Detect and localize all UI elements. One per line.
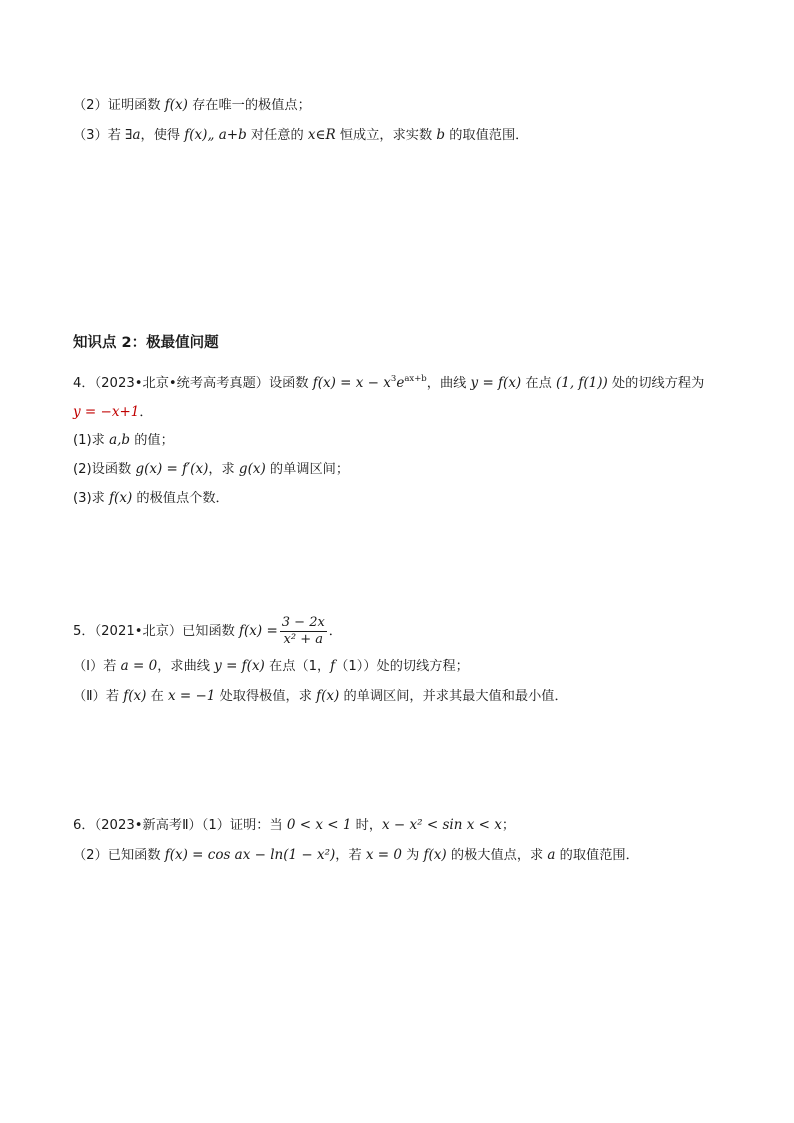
q4-tangent-math: y = −x+1 [73, 404, 140, 420]
q3-part2-text-end: 存在唯一的极值点； [187, 98, 311, 113]
q3-part3-math2: f(x)„ a+b [184, 127, 247, 143]
q4-part2-text2: 的单调区间； [265, 462, 350, 477]
q4-part2-line [73, 459, 349, 480]
q4-function-math: f(x) = x − x [312, 375, 391, 391]
q4-part3-math: f(x) [109, 490, 133, 506]
q3-part3-math3: x∈R [307, 127, 336, 143]
q6-part2-math4: a [547, 847, 556, 863]
q6-part2-math1: f(x) = cos ax − ln(1 − x²) [164, 847, 336, 863]
q6-part2-text4: 的取值范围． [555, 848, 639, 863]
q5-intro-line [73, 612, 342, 651]
q4-point-math: (1, f(1)) [555, 375, 608, 391]
q4-intro-line [73, 373, 704, 395]
q3-part3-text3: 对任意的 [246, 128, 308, 143]
q5-part2-text3: 的单调区间，并求其最大值和最小值． [339, 689, 568, 704]
q5-part1-line [73, 656, 469, 677]
q3-part2-text: （2）证明函数 [73, 98, 165, 113]
q5-part1-math2: y = f(x) [214, 658, 265, 674]
q5-part1-text3: （1））处的切线方程； [335, 659, 469, 674]
q4-curve-math: y = f(x) [470, 375, 522, 391]
q4-tangent-line [73, 402, 153, 423]
q4-tangent-end: ． [139, 405, 153, 420]
q5-part2-math2: x = −1 [167, 688, 216, 704]
q5-part2-text1: 在 [146, 689, 168, 704]
q3-part3-text5: 的取值范围． [445, 128, 529, 143]
q4-part3-line [73, 488, 229, 509]
q4-part2-math2: g(x) [238, 461, 266, 477]
q6-part2-line [73, 845, 639, 866]
q3-part2-line [73, 95, 311, 116]
q5-part1-math1: a = 0 [120, 658, 158, 674]
q5-fraction [280, 615, 327, 648]
q3-part3-math1: ∃a [125, 127, 141, 143]
q4-part1-text: (1)求 [73, 433, 110, 448]
q5-part1-text2: 在点（1， [264, 659, 331, 674]
q4-part3-text-end: 的极值点个数． [132, 491, 229, 506]
q5-part2-text2: 处取得极值，求 [215, 689, 317, 704]
q3-part3-math4: b [436, 127, 446, 143]
q6-part2-math2: x = 0 [365, 847, 402, 863]
q6-text1: 时， [351, 818, 383, 833]
q6-part2-text2: 为 [401, 848, 424, 863]
q4-text2: 在点 [521, 376, 556, 391]
q4-intro-text: 4．（2023•北京•统考高考真题）设函数 [73, 376, 313, 391]
q4-function-e: e [396, 375, 405, 391]
q4-part1-line [73, 430, 174, 451]
q5-part2-line [73, 686, 568, 707]
q3-part3-text1: （3）若 [73, 128, 126, 143]
q5-intro-text: 5．（2021•北京）已知函数 [73, 624, 240, 639]
q4-text3: 处的切线方程为 [607, 376, 705, 391]
q5-part1-text: （Ⅰ）若 [73, 659, 121, 674]
q5-fraction-denominator: x² + a [283, 631, 323, 647]
q5-part2-text: （Ⅱ）若 [73, 689, 124, 704]
q5-part1-text1: ，求曲线 [157, 659, 215, 674]
q6-intro-text: 6．（2023•新高考Ⅱ）（1）证明：当 [73, 818, 287, 833]
q6-text2: ； [501, 818, 515, 833]
q3-part3-text2: ，使得 [140, 128, 185, 143]
q4-text1: ，曲线 [426, 376, 471, 391]
q5-fraction-numerator: 3 − 2x [281, 614, 325, 630]
q3-part3-text4: 恒成立，求实数 [335, 128, 437, 143]
q5-part1-math3: f [330, 658, 336, 674]
section-heading: 知识点 2：极最值问题 [73, 335, 219, 351]
q5-part2-math1: f(x) [123, 688, 147, 704]
q6-range-math: 0 < x < 1 [286, 817, 352, 833]
q3-part3-line [73, 125, 528, 146]
q6-part2-text3: 的极大值点，求 [446, 848, 548, 863]
q5-part2-math3: f(x) [316, 688, 340, 704]
q6-inequality-math: x − x² < sin x < x [382, 817, 502, 833]
q3-part2-math: f(x) [164, 97, 188, 113]
q5-intro-end: ． [328, 624, 342, 639]
q6-part2-text1: ，若 [335, 848, 366, 863]
q5-function-math: f(x) = [239, 623, 278, 639]
q6-part2-math3: f(x) [423, 847, 447, 863]
q4-part3-text: (3)求 [73, 491, 110, 506]
q4-part1-text-end: 的值； [130, 433, 174, 448]
q4-part2-text: (2)设函数 [73, 462, 136, 477]
q6-part2-text: （2）已知函数 [73, 848, 165, 863]
q4-part1-math: a,b [109, 432, 131, 448]
q4-part2-math1: g(x) = f′(x) [135, 461, 209, 477]
q4-function-e-sup: ax+b [404, 374, 427, 384]
q4-function-sup: 3 [390, 374, 397, 384]
q4-part2-text1: ，求 [208, 462, 239, 477]
q6-intro-line [73, 815, 515, 836]
